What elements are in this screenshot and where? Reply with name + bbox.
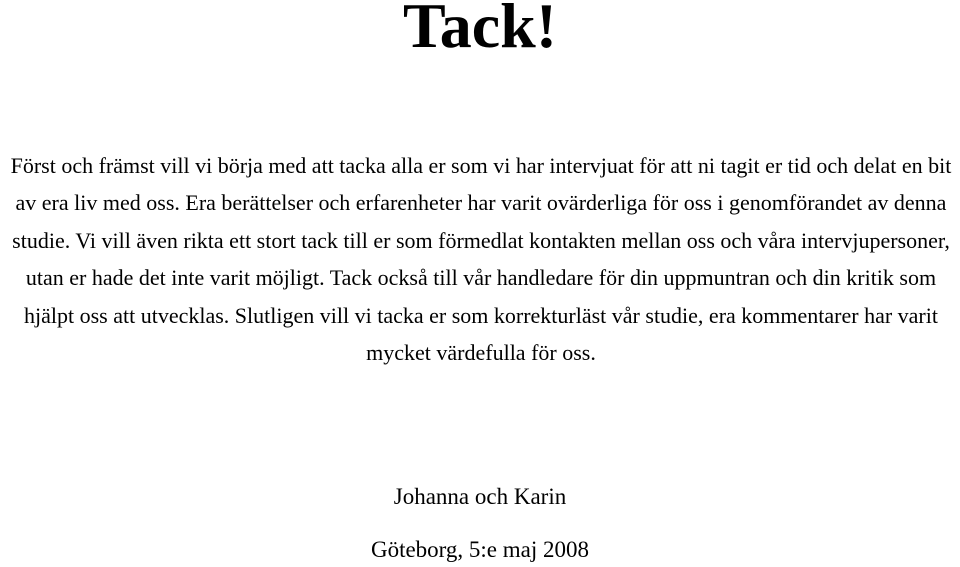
signature: Johanna och Karin (393, 484, 567, 509)
page-title: Tack! (402, 0, 558, 61)
place-and-date: Göteborg, 5:e maj 2008 (370, 537, 590, 562)
acknowledgement-paragraph: Först och främst vill vi börja med att tacka alla er som vi har intervjuat för att ni tagit er tid och delat en bit av era liv med oss. Era berättelser och erfarenheter har varit ovärderliga för oss i genomförandet av denna studie. Vi vill även rikta ett stort tack till er som förmedlat kontakten mellan oss och våra intervjupersoner, utan er hade det inte varit möjligt. Tack också till vår handledare för din uppmuntran och din kritik som hjälpt oss att utvecklas. Slutligen vill vi tacka er som korrekturläst vår studie, era kommentarer har varit mycket värdefulla för oss. (10, 153, 952, 366)
